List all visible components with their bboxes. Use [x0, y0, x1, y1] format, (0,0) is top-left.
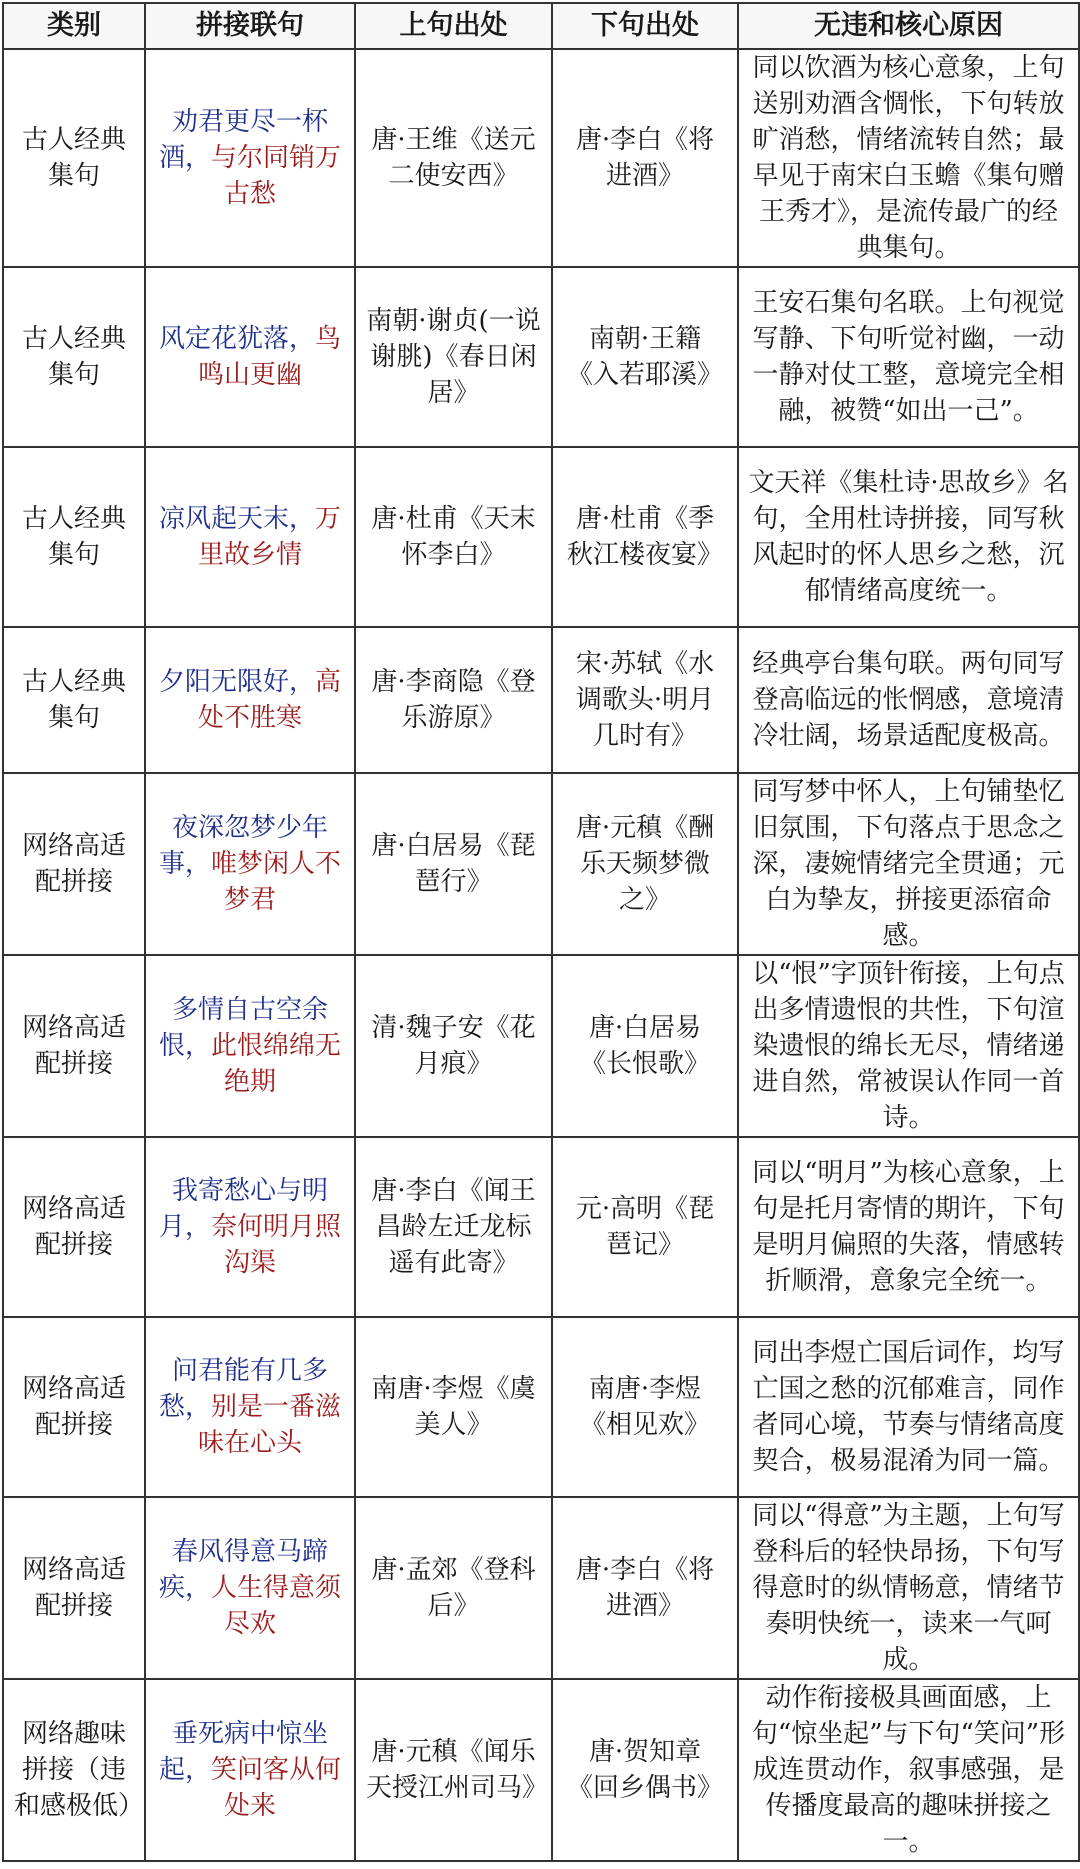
table-row [3, 1317, 1079, 1497]
poem-couplet-table [2, 2, 1080, 1862]
source-first-cell: 清·魏子安《花月痕》 [355, 955, 552, 1137]
couplet-second-line: 别是一番滋味在心头 [197, 1392, 342, 1458]
category-cell: 网络高适配拼接 [3, 1317, 145, 1497]
table-row [3, 49, 1079, 267]
source-first-cell: 唐·李商隐《登乐游原》 [355, 627, 552, 773]
reason-cell: 同以“明月”为核心意象，上句是托月寄情的期许，下句是明月偏照的失落，情感转折顺滑，意象完全统一。 [738, 1137, 1079, 1317]
reason-cell: 经典亭台集句联。两句同写登高临远的怅惘感，意境清冷壮阔，场景适配度极高。 [738, 627, 1079, 773]
source-second-cell: 唐·杜甫《季秋江楼夜宴》 [552, 447, 738, 627]
source-first-cell: 南朝·谢贞(一说谢朓)《春日闲居》 [355, 267, 552, 447]
category-cell: 古人经典集句 [3, 627, 145, 773]
category-cell: 网络高适配拼接 [3, 773, 145, 955]
category-cell: 古人经典集句 [3, 447, 145, 627]
reason-cell: 同出李煜亡国后词作，均写亡国之愁的沉郁难言，同作者同心境，节奏与情绪高度契合，极易混淆为同一篇。 [738, 1317, 1079, 1497]
couplet-second-line: 鸟鸣山更幽 [197, 324, 342, 390]
header-category: 类别 [3, 3, 145, 49]
table-body [3, 49, 1079, 1861]
couplet-second-line: 高处不胜寒 [197, 667, 342, 733]
source-second-cell: 唐·白居易《长恨歌》 [552, 955, 738, 1137]
couplet-first-line: 春风得意马蹄疾， [158, 1537, 328, 1603]
couplet-first-line: 夜深忽梦少年事， [158, 813, 328, 879]
header-source-second: 下句出处 [552, 3, 738, 49]
couplet-second-line: 与尔同销万古愁 [211, 143, 342, 209]
category-cell: 网络趣味拼接（违和感极低） [3, 1679, 145, 1861]
source-second-cell: 元·高明《琵琶记》 [552, 1137, 738, 1317]
couplet-first-line: 多情自古空余恨， [158, 995, 328, 1061]
header-row [3, 3, 1079, 49]
table-row [3, 773, 1079, 955]
source-first-cell: 南唐·李煜《虞美人》 [355, 1317, 552, 1497]
source-first-cell: 唐·元稹《闻乐天授江州司马》 [355, 1679, 552, 1861]
couplet-cell [145, 773, 355, 955]
couplet-cell [145, 447, 355, 627]
couplet-second-line: 唯梦闲人不梦君 [211, 849, 342, 915]
category-cell: 网络高适配拼接 [3, 1497, 145, 1679]
reason-cell: 王安石集句名联。上句视觉写静、下句听觉衬幽，一动一静对仗工整，意境完全相融，被赞“如出一己”。 [738, 267, 1079, 447]
couplet-cell [145, 627, 355, 773]
couplet-second-line: 人生得意须尽欢 [211, 1573, 342, 1639]
couplet-second-line: 此恨绵绵无绝期 [211, 1031, 342, 1097]
header-reason: 无违和核心原因 [738, 3, 1079, 49]
table-row [3, 955, 1079, 1137]
source-second-cell: 唐·元稹《酬乐天频梦微之》 [552, 773, 738, 955]
header-couplet: 拼接联句 [145, 3, 355, 49]
table-row [3, 627, 1079, 773]
table-row [3, 1137, 1079, 1317]
couplet-second-line: 奈何明月照沟渠 [211, 1212, 342, 1278]
couplet-first-line: 劝君更尽一杯酒， [158, 107, 328, 173]
couplet-cell [145, 1137, 355, 1317]
source-second-cell: 唐·李白《将进酒》 [552, 1497, 738, 1679]
couplet-first-line: 我寄愁心与明月， [158, 1176, 328, 1242]
header-source-first: 上句出处 [355, 3, 552, 49]
source-second-cell: 南朝·王籍《入若耶溪》 [552, 267, 738, 447]
table-row [3, 267, 1079, 447]
category-cell: 古人经典集句 [3, 267, 145, 447]
source-second-cell: 唐·贺知章《回乡偶书》 [552, 1679, 738, 1861]
couplet-cell [145, 1679, 355, 1861]
source-first-cell: 唐·孟郊《登科后》 [355, 1497, 552, 1679]
couplet-cell [145, 49, 355, 267]
couplet-first-line: 垂死病中惊坐起， [158, 1719, 328, 1785]
source-second-cell: 唐·李白《将进酒》 [552, 49, 738, 267]
couplet-first-line: 夕阳无限好， [158, 667, 315, 697]
reason-cell: 同以“得意”为主题，上句写登科后的轻快昂扬，下句写得意时的纵情畅意，情绪节奏明快统一，读来一气呵成。 [738, 1497, 1079, 1679]
table-row [3, 1679, 1079, 1861]
source-second-cell: 南唐·李煜《相见欢》 [552, 1317, 738, 1497]
couplet-second-line: 笑问客从何处来 [211, 1755, 342, 1821]
reason-cell: 动作衔接极具画面感，上句“惊坐起”与下句“笑问”形成连贯动作，叙事感强，是传播度最高的趣味拼接之一。 [738, 1679, 1079, 1861]
source-first-cell: 唐·杜甫《天末怀李白》 [355, 447, 552, 627]
couplet-cell [145, 267, 355, 447]
source-first-cell: 唐·王维《送元二使安西》 [355, 49, 552, 267]
couplet-cell [145, 1317, 355, 1497]
couplet-cell [145, 955, 355, 1137]
category-cell: 网络高适配拼接 [3, 955, 145, 1137]
reason-cell: 以“恨”字顶针衔接，上句点出多情遗恨的共性，下句渲染遗恨的绵长无尽，情绪递进自然，常被误认作同一首诗。 [738, 955, 1079, 1137]
table-row [3, 1497, 1079, 1679]
couplet-first-line: 凉风起天末， [158, 504, 315, 534]
couplet-first-line: 风定花犹落， [158, 324, 315, 354]
reason-cell: 文天祥《集杜诗·思故乡》名句，全用杜诗拼接，同写秋风起时的怀人思乡之愁，沉郁情绪高度统一。 [738, 447, 1079, 627]
couplet-second-line: 万里故乡情 [197, 504, 342, 570]
source-second-cell: 宋·苏轼《水调歌头·明月几时有》 [552, 627, 738, 773]
category-cell: 古人经典集句 [3, 49, 145, 267]
reason-cell: 同以饮酒为核心意象，上句送别劝酒含惆怅，下句转放旷消愁，情绪流转自然；最早见于南宋白玉蟾《集句赠王秀才》，是流传最广的经典集句。 [738, 49, 1079, 267]
category-cell: 网络高适配拼接 [3, 1137, 145, 1317]
source-first-cell: 唐·李白《闻王昌龄左迁龙标遥有此寄》 [355, 1137, 552, 1317]
source-first-cell: 唐·白居易《琵琶行》 [355, 773, 552, 955]
reason-cell: 同写梦中怀人，上句铺垫忆旧氛围，下句落点于思念之深，凄婉情绪完全贯通；元白为挚友，拼接更添宿命感。 [738, 773, 1079, 955]
couplet-first-line: 问君能有几多愁， [158, 1356, 328, 1422]
couplet-cell [145, 1497, 355, 1679]
table-row [3, 447, 1079, 627]
